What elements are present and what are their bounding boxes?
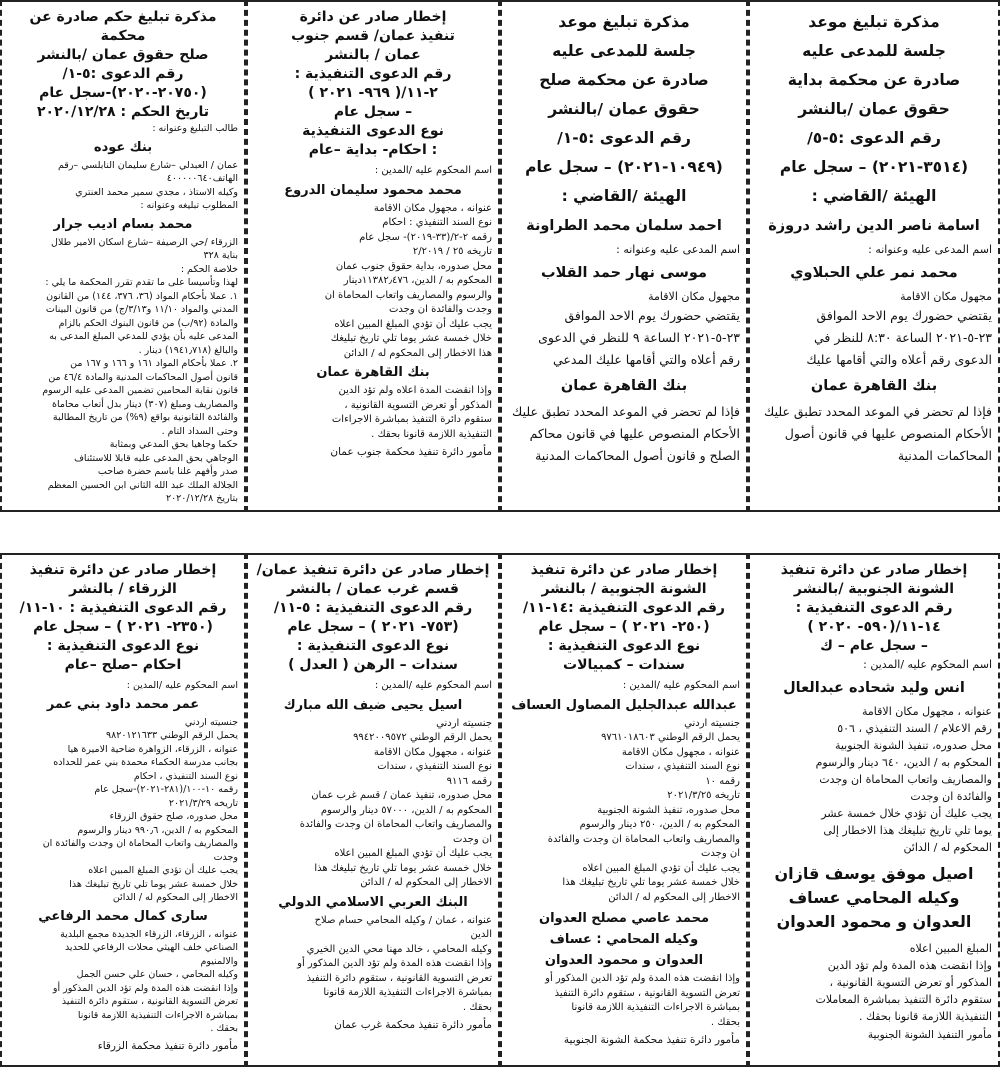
body-line: وإذا انقضت هذه المدة ولم تؤد الدين: [827, 959, 992, 972]
notice-line: نوع الدعوى التنفيذية :: [547, 638, 701, 654]
plaintiff-name: بنك القاهرة عمان: [560, 378, 688, 394]
creditor-lawyer: وكيله المحامي : عساف: [549, 932, 699, 947]
creditor-lawyer: وكيله المحامي عساف: [788, 888, 960, 907]
body-line: المحكوم به / الدين، ٥٧٠٠٠ دينار والرسوم: [320, 804, 492, 816]
body-line: يقتضي حضورك يوم الاحد الموافق: [564, 308, 740, 323]
body-line: وجدت: [213, 851, 238, 863]
body-line: التنفيذية اللازمة قانونا بحقك .: [371, 428, 492, 440]
body-line: المحكوم به / الدين، ٩٩٠٫٦ دينار والرسوم: [77, 824, 238, 836]
notice-title: مذكرة تبليغ موعد: [808, 13, 940, 31]
notice-line: نوع الدعوى التنفيذية :: [46, 638, 200, 654]
case-number: (٣٥١٤-٢٠٢١) – سجل عام: [779, 158, 969, 176]
case-number: رقم الدعوى التنفيذية : ٥-١١/: [273, 600, 473, 616]
recipient-name: محمد بسام اديب جرار: [53, 216, 193, 232]
body-line: بجانب مدرسة الحكماء محمدة بني عمر للحداده: [53, 757, 238, 768]
judgment-date: تاريخ الحكم : ٢٠٢٠/١٢/٢٨: [37, 104, 209, 120]
notice-line: عمان / بالنشر: [325, 47, 421, 63]
notice-line: سندات – كمبيالات: [563, 657, 685, 673]
debtor-label: اسم المحكوم عليه /المدين :: [374, 165, 492, 176]
body-line: فإذا لم تحضر في الموعد المحدد تطبق عليك: [764, 404, 992, 419]
notice-line: الهيئة /القاضي :: [811, 187, 937, 205]
notice-line: نوع الدعوى التنفيذية: [302, 123, 444, 139]
body-line: يوما تلي تاريخ تبليغك هذا الاخطار إلى: [823, 824, 992, 837]
case-number: (٢٥٠- ٢٠٢١ ) – سجل عام: [538, 619, 710, 635]
body-line: بحقك .: [710, 1016, 740, 1028]
body-line: ان وجدت: [701, 848, 740, 859]
debtor-label: اسم المحكوم عليه /المدين :: [863, 658, 992, 671]
body-line: الهاتف٤٠٠٠٠٠٦٤٠: [166, 173, 238, 184]
body-line: المحكوم له / الدائن: [903, 841, 992, 854]
notice-line: الشونة الجنوبية /بالنشر: [793, 581, 955, 597]
body-line: عنوانه ، مجهول مكان الاقامة: [373, 202, 492, 214]
body-line: رقمه ١٠: [705, 775, 740, 787]
notice-line: : احكام- بداية –عام: [308, 142, 438, 158]
body-line: ستقوم دائرة التنفيذ بمباشرة المعاملات: [815, 993, 992, 1006]
notice-line: حقوق عمان /بالنشر: [798, 100, 950, 118]
body-line: المحكوم به / الدين، ٦٤٠ دينار والرسوم: [815, 756, 992, 769]
notice-line: الهيئة /القاضي :: [561, 187, 687, 205]
body-line: خلال خمسة عشر يوما تلي تاريخ تبليغك هذا: [562, 877, 740, 888]
case-number: رقم الدعوى :٥-٥/: [807, 129, 941, 147]
body-line: تاريخه ٢٥ / ٢/٢٠١٩: [412, 246, 492, 257]
body-line: ٢. عملا بأحكام المواد ١٦١ و ١٦٦ و ١٦٧ من: [70, 358, 238, 369]
body-line: المدني والمواد ١١/١٠ و٣/١٣/ج) من قانون البينات: [45, 304, 238, 315]
notice-title: إخطار صادر عن دائرة تنفيذ: [780, 562, 968, 578]
body-line: وإذا انقضت المدة اعلاه ولم تؤد الدين: [338, 385, 492, 396]
case-number: رقم الدعوى :٥-١/: [557, 129, 691, 147]
address: مجهول مكان الاقامة: [648, 290, 740, 303]
body-line: نوع السند التنفيذي ، احكام: [133, 770, 238, 782]
body-line: الدعوى رقم أعلاه والتي أقامها عليك: [806, 352, 992, 367]
body-line: حكما وجاهيا بحق المدعي وبمثابة: [109, 439, 238, 450]
notice-footer: مأمور دائرة تنفيذ محكمة الشونة الجنوبية: [563, 1034, 740, 1046]
defendant-name: محمد نمر علي الحبلاوي: [790, 265, 958, 281]
body-line: رقمه ٢-٢/(٣٣-٢٠١٩)- سجل عام: [359, 231, 492, 243]
body-line: المذكور أو تعرض التسوية القانونية ،: [344, 399, 492, 411]
bottom-row: [0, 553, 1000, 1067]
body-line: خلال خمسة عشر يوما تلي تاريخ تبليغك هذا: [69, 878, 238, 890]
notice-line: صادرة عن محكمة صلح: [539, 71, 709, 89]
notice-execution-west-amman: [246, 553, 500, 1067]
body-line: يجب عليك أن تؤدي المبلغ المبين اعلاه: [582, 862, 740, 874]
address: مجهول مكان الاقامة: [900, 290, 992, 303]
body-line: عنوانه ، مجهول مكان الاقامة: [621, 746, 740, 758]
body-line: تعرض التسوية القانونية ، ستقوم دائرة التنفيذ: [61, 996, 238, 1007]
body-line: عمان / العبدلي –شارع سليمان النابلسي –رقم: [57, 159, 238, 171]
body-line: محل صدوره، بداية حقوق جنوب عمان: [335, 260, 492, 272]
body-line: خلاصة الحكم :: [180, 263, 238, 275]
notice-line: رقم الدعوى التنفيذية :: [795, 600, 953, 616]
body-line: رقمه ١٠-١٠٠/(٢٨١-٢٠٢١)-سجل عام: [94, 784, 238, 795]
body-line: بمباشرة الاجراءات التنفيذية اللازمة قانونا: [323, 987, 492, 998]
defendant-label: اسم المدعى عليه وعنوانه :: [616, 243, 740, 256]
body-line: خلال خمسة عشر يوما تلي تاريخ تبليغك: [330, 333, 492, 344]
body-line: جنسيته اردني: [184, 716, 238, 728]
body-line: الوجاهي بحق المدعى عليه قابلا للاستئناف: [74, 452, 238, 464]
body-line: والمصاريف واتعاب المحاماة ان وجدت والفائدة ان: [42, 838, 238, 849]
debtor-name: عمر محمد داود بني عمر: [46, 696, 200, 712]
body-line: رقم الاعلام / السند التنفيذي ، ٥٠٦: [837, 722, 992, 735]
body-line: الصلح و قانون أصول المحاكمات المدنية: [535, 448, 740, 463]
top-row: [0, 0, 1000, 512]
case-number: ٢-١١/( ٩٦٩- ٢٠٢١ ): [308, 85, 438, 101]
recipient-label: المطلوب تبليغه وعنوانه :: [140, 200, 238, 211]
creditor-name: اصيل موفق يوسف قازان: [774, 864, 974, 883]
notice-execution-shouna-1: [748, 553, 1000, 1067]
plaintiff-name: بنك القاهرة عمان: [810, 378, 938, 394]
body-line: الاخطار إلى المحكوم له / الدائن: [608, 891, 740, 903]
notice-execution-shouna-2: [500, 553, 748, 1067]
body-line: الزرقاء /حي الرصيفة –شارع اسكان الامير طلال: [51, 236, 238, 248]
creditor-lawyer: العدوان و محمود العدوان: [776, 912, 972, 931]
notice-title: إخطار صادر عن دائرة: [299, 9, 447, 25]
notice-hearing-bidaya: [748, 0, 1000, 512]
body-line: ان وجدت: [453, 833, 492, 845]
body-line: المحاكمات المدنية: [897, 448, 992, 463]
body-line: تعرض التسوية القانونية ، ستقوم دائرة التنفيذ: [306, 972, 492, 984]
body-line: عنوانه ، مجهول مكان الاقامة: [373, 746, 492, 758]
notice-line: احكام –صلح –عام: [64, 657, 182, 673]
debtor-name: محمد محمود سليمان الدروع: [284, 182, 462, 198]
body-line: والفائدة ان وجدت: [910, 790, 992, 803]
case-number: ١٤-١١/(٥٩٠- ٢٠٢٠ ): [807, 619, 941, 635]
notice-line: جلسة للمدعى عليه: [552, 42, 696, 60]
debtor-name: عبدالله عبدالجليل المصاول العساف: [511, 697, 737, 713]
body-line: يجب عليك أن تؤدي المبلغ المبين اعلاه: [334, 318, 492, 330]
body-line: المدعى عليه بأن يؤدي للمدعي المبلغ المدعى به: [49, 331, 238, 342]
notice-line: رقم الدعوى التنفيذية :: [294, 66, 452, 82]
notice-title: مذكرة تبليغ حكم صادرة عن محكمة: [29, 9, 217, 44]
body-line: قانون نقابة المحامين تضمين المدعى عليه الرسوم: [42, 385, 238, 396]
body-line: تاريخه ٢٠٢١/٣/٢٩: [168, 797, 238, 809]
case-number: (٧٥٣- ٢٠٢١ ) – سجل عام: [287, 619, 459, 635]
notice-footer: مأمور دائرة تنفيذ محكمة الزرقاء: [97, 1039, 238, 1052]
body-line: خلال خمسة عشر يوما تلي تاريخ تبليغك هذا: [314, 862, 492, 874]
body-line: بمباشرة الاجراءات التنفيذية اللازمة قانونا: [571, 1002, 740, 1013]
body-line: والبالغ (١٩٤١٫٧١٨) دينار .: [138, 344, 238, 356]
body-line: عنوانه ، عمان / وكيله المحامي حسام صلاح: [314, 914, 492, 926]
body-line: الأحكام المنصوص عليها في قانون أصول: [784, 426, 992, 441]
body-line: بحقك .: [210, 1023, 238, 1034]
notice-line: – سجل عام – ك: [820, 638, 928, 654]
body-line: الدين: [470, 929, 492, 940]
body-line: يحمل الرقم الوطني ٩٩٤٢٠٠٩٥٧٢: [353, 732, 492, 743]
body-line: نوع السند التنفيذي ، سندات: [625, 761, 740, 772]
case-number: رقم الدعوى :٥-١/: [62, 66, 184, 82]
body-line: عنوانه ، الزرقاء، الزرقاء الجديدة مجمع البلدية: [60, 928, 238, 940]
body-line: يجب عليك أن تؤدي المبلغ المبين اعلاه: [334, 848, 492, 859]
body-line: محل صدوره، تنفيذ عمان / قسم غرب عمان: [311, 790, 492, 801]
body-line: وكيله المحامي ، خالد مهنا محي الدين الخيري: [306, 943, 492, 955]
notice-footer: مأمور التنفيذ الشونة الجنوبية: [867, 1029, 992, 1041]
notice-title: إخطار صادر عن دائرة تنفيذ: [530, 562, 718, 578]
body-line: الأحكام المنصوص عليها في قانون محاكم: [529, 426, 740, 441]
notice-title: إخطار صادر عن دائرة تنفيذ: [29, 562, 217, 578]
notice-line: – سجل عام: [333, 104, 413, 120]
body-line: بتاريخ ٢٠٢٠/١٢/٢٨: [165, 493, 238, 504]
body-line: الاخطار إلى المحكوم له / الدائن: [112, 892, 238, 903]
body-line: جنسيته اردني: [684, 717, 740, 729]
body-line: الجلالة الملك عبد الله الثاني ابن الحسين المعظم: [47, 479, 238, 491]
notice-line: سندات – الرهن ( العدل ): [288, 657, 458, 673]
body-line: يجب عليك أن تؤدي المبلغ المبين اعلاه: [88, 865, 238, 876]
body-line: المبلغ المبين اعلاه: [909, 942, 992, 955]
body-line: عنوانه ، الزرقاء، الزواهرة ضاحية الاميرة هيا: [67, 743, 238, 755]
body-line: التنفيذية اللازمة قانونا بحقك .: [859, 1010, 992, 1023]
defendant-label: اسم المدعى عليه وعنوانه :: [868, 243, 992, 256]
case-number: رقم الدعوى التنفيذية :١٤-١١/: [523, 600, 725, 616]
debtor-name: انس وليد شحاده عبدالعال: [783, 680, 965, 696]
body-line: تاريخه ٢٠٢١/٣/٢٥: [667, 790, 740, 801]
body-line: جنسيته اردني: [436, 717, 492, 729]
body-line: صدر وأفهم علنا باسم حضرة صاحب: [97, 466, 238, 477]
notice-line: الزرقاء / بالنشر: [69, 581, 177, 597]
body-line: وجدت والفائدة ان وجدت: [388, 304, 492, 315]
body-line: والمصاريف واتعاب المحاماة ان وجدت: [819, 773, 992, 786]
notice-line: تنفيذ عمان/ قسم جنوب: [291, 28, 455, 44]
body-line: ٢٣-٥-٢٠٢١ الساعة ٨:٣٠ للنظر في: [814, 330, 992, 345]
judge-name: اسامة ناصر الدين راشد دروزة: [768, 218, 980, 234]
body-line: محل صدوره، تنفيذ الشونة الجنوبية: [834, 739, 992, 752]
body-line: لهذا وتأسيسا على ما تقدم تقرر المحكمة ما يلي :: [45, 277, 238, 288]
notice-line: حقوق عمان /بالنشر: [548, 100, 700, 118]
requester-name: بنك عوده: [93, 139, 153, 155]
body-line: يقتضي حضورك يوم الاحد الموافق: [816, 308, 992, 323]
body-line: وكيله المحامي ، حسان علي حسن الجمل: [76, 969, 238, 980]
notice-title: إخطار صادر عن دائرة تنفيذ عمان/: [256, 562, 490, 578]
body-line: يجب عليك أن تؤدي خلال خمسة عشر: [821, 807, 992, 820]
case-number: رقم الدعوى التنفيذية : ١٠-١١/: [19, 600, 227, 616]
notice-footer: مأمور دائرة تنفيذ محكمة جنوب عمان: [330, 446, 492, 458]
notice-line: نوع الدعوى التنفيذية :: [296, 638, 450, 654]
body-line: تعرض التسوية القانونية ، ستقوم دائرة التنفيذ: [554, 987, 740, 999]
body-line: هذا الاخطار إلى المحكوم له / الدائن: [343, 347, 492, 359]
debtor-label: اسم المحكوم عليه /المدين :: [622, 680, 740, 691]
body-line: الصناعي خلف الهيثي محلات الرفاعي للحديد: [64, 942, 238, 953]
body-line: نوع السند التنفيذي ، سندات: [377, 761, 492, 772]
body-line: يحمل الرقم الوطني ٩٧٦١٠١٨٦٠٣: [601, 732, 740, 743]
body-line: والمصاريف واتعاب المحاماة ان وجدت والفائدة: [299, 819, 492, 830]
notice-execution-south-amman: [246, 0, 500, 512]
body-line: وإذا انقضت هذه المدة ولم تؤد الدين المذكور أو: [52, 982, 238, 994]
body-line: رقم أعلاه والتي أقامها عليك المدعي: [552, 352, 740, 367]
notice-line: الشونة الجنوبية / بالنشر: [541, 581, 707, 597]
notice-hearing-sulh: [500, 0, 748, 512]
body-line: ٢٣-٥-٢٠٢١ الساعة ٩ للنظر في الدعوى: [538, 330, 740, 345]
body-line: وإذا انقضت هذه المدة ولم تؤد الدين المذكور أو: [297, 958, 492, 969]
notice-line: صادرة عن محكمة بداية: [787, 71, 961, 89]
judge-name: احمد سلمان محمد الطراونة: [526, 218, 722, 234]
creditor-name: البنك العربي الاسلامي الدولي: [278, 894, 468, 910]
notice-title: مذكرة تبليغ موعد: [558, 13, 690, 31]
body-line: يحمل الرقم الوطني ٩٨٢٠١٢١٦٣٣: [106, 730, 238, 741]
body-line: وكيله الاستاذ ، مجدي سمير محمد العنتري: [75, 186, 238, 198]
debtor-label: اسم المحكوم عليه /المدين :: [374, 680, 492, 691]
body-line: وإذا انقضت هذه المدة ولم تؤد الدين المذكور أو: [545, 973, 740, 984]
body-line: محل صدوره، صلح حقوق الزرقاء: [109, 811, 238, 822]
creditor-name: محمد عاصي مصلح العدوان: [538, 911, 710, 926]
body-line: المحكوم به / الدين، ١١٣٨٢٫٤٧٦دينار: [343, 275, 492, 286]
body-line: والمادة (٩٢/ب) من قانون البنوك الحكم بالزام: [58, 317, 238, 329]
body-line: والمصاريف ومبلغ (٣٠٧) دينار بدل أتعاب محاماة: [52, 398, 238, 410]
body-line: والالمنيوم: [200, 955, 238, 967]
creditor-name: بنك القاهرة عمان: [316, 365, 430, 380]
body-line: والمصاريف واتعاب المحاماة ان وجدت والفائدة: [547, 833, 740, 845]
body-line: بمباشرة الاجراءات التنفيذية اللازمة قانونا: [77, 1009, 238, 1021]
body-line: نوع السند التنفيذي : احكام: [382, 217, 492, 228]
notice-line: جلسة للمدعى عليه: [802, 42, 946, 60]
body-line: ١. عملا بأحكام المواد (٣٦، ٣٧٦، ١٤٤) من القانون: [46, 290, 238, 302]
requester-label: طالب التبليغ وعنوانه :: [152, 123, 238, 134]
body-line: ستقوم دائرة التنفيذ بمباشرة الاجراءات: [331, 414, 492, 425]
debtor-name: اسيل يحيى ضيف الله مبارك: [283, 697, 463, 713]
body-line: عنوانه ، مجهول مكان الاقامة: [862, 705, 992, 718]
body-line: والرسوم والمصاريف واتعاب المحاماة ان: [324, 289, 492, 301]
notice-execution-zarqa: [0, 553, 246, 1067]
notice-footer: مأمور دائرة تنفيذ محكمة غرب عمان: [334, 1019, 492, 1031]
body-line: المذكور أو تعرض التسوية القانونية ،: [829, 976, 992, 989]
creditor-name: سارى كمال محمد الرفاعي: [38, 908, 208, 924]
creditor-lawyer: العدوان و محمود العدوان: [544, 953, 704, 968]
case-number: (٢٠٧٥٠-٢٠٢٠)-سجل عام: [39, 85, 207, 101]
body-line: بحقك .: [462, 1001, 492, 1013]
notice-line: صلح حقوق عمان /بالنشر: [37, 47, 209, 63]
case-number: (٢٣٥٠- ٢٠٢١ ) – سجل عام: [33, 619, 213, 635]
body-line: رقمه ٩١١٦: [446, 775, 492, 787]
case-number: (١٠٩٤٩-٢٠٢١) – سجل عام: [525, 158, 723, 176]
body-line: بناية ٣٢٨: [203, 250, 238, 261]
body-line: قانون أصول المحاكمات المدنية والمادة ٤٦/٤ من: [48, 371, 238, 383]
body-line: الاخطار إلى المحكوم له / الدائن: [360, 877, 492, 888]
notice-line: قسم غرب عمان / بالنشر: [287, 581, 459, 597]
notice-judgment-sulh: [0, 0, 246, 512]
body-line: المحكوم به / الدين، ٢٥٠ دينار والرسوم: [579, 819, 740, 830]
defendant-name: موسى نهار حمد القلاب: [541, 265, 707, 281]
body-line: والفائدة القانونية بواقع (٩%) من تاريخ المطالبة: [52, 412, 238, 423]
body-line: فإذا لم تحضر في الموعد المحدد تطبق عليك: [512, 404, 740, 419]
body-line: محل صدوره، تنفيذ الشونة الجنوبية: [597, 804, 740, 816]
debtor-label: اسم المحكوم عليه /المدين :: [126, 680, 238, 691]
body-line: وحتى السداد التام .: [161, 425, 238, 437]
